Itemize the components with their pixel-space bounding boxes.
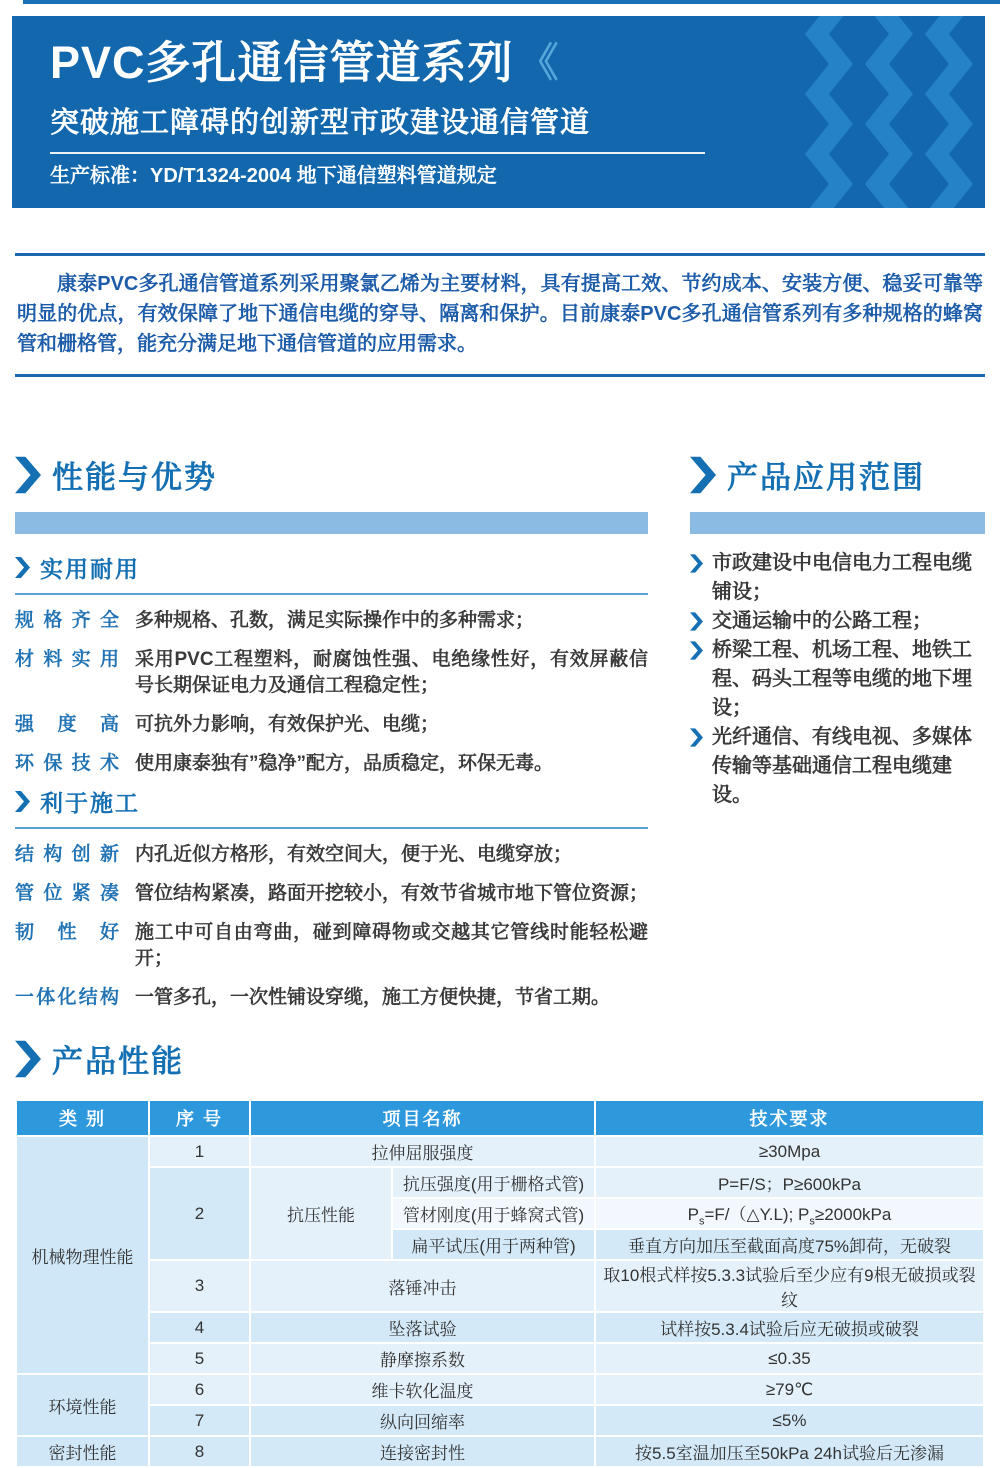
- table-row: [17, 1375, 983, 1404]
- feature-text: 使用康泰独有”稳净”配方，品质稳定，环保无毒。: [135, 753, 554, 774]
- section-title: 性能与优势: [52, 460, 217, 495]
- feature-label: 管位紧凑: [15, 883, 119, 904]
- feature-row: [15, 881, 648, 907]
- no-cell: 7: [150, 1406, 249, 1435]
- table-row: [17, 1168, 983, 1197]
- list-item: [690, 723, 985, 810]
- feature-label: 材料实用: [15, 649, 119, 670]
- list-item-text: 市政建设中电信电力工程电缆铺设；: [712, 552, 972, 603]
- item-cell: 静摩擦系数: [251, 1344, 594, 1373]
- no-cell: 4: [150, 1313, 249, 1342]
- requirement-cell: P=F/S；P≥600kPa: [596, 1168, 983, 1197]
- subsection-heading: [15, 551, 648, 584]
- table-row: [17, 1261, 983, 1311]
- table-row: [17, 1313, 983, 1342]
- feature-row: [15, 842, 648, 868]
- feature-label: 规格齐全: [15, 610, 119, 631]
- intro-text: 康泰PVC多孔通信管道系列采用聚氯乙烯为主要材料，具有提高工效、节约成本、安装方便、稳妥可靠等明显的优点，有效保障了地下通信电缆的穿导、隔离和保护。目前康泰PVC多孔通信管系列有多种规格的蜂窝管和栅格管，能充分满足地下通信管道的应用需求。: [17, 273, 983, 355]
- feature-label: 强度高: [15, 714, 119, 735]
- feature-row: [15, 751, 648, 777]
- feature-text: 管位结构紧凑，路面开挖较小，有效节省城市地下管位资源；: [135, 883, 649, 904]
- subsection-construction: [15, 785, 648, 1011]
- requirement-cell: ≥79℃: [596, 1375, 983, 1404]
- table-row: [17, 1137, 983, 1166]
- requirement-cell: ≤0.35: [596, 1344, 983, 1373]
- no-cell: 3: [150, 1261, 249, 1311]
- section-title: 产品性能: [52, 1044, 184, 1079]
- list-item: [690, 607, 985, 636]
- requirement-cell: 试样按5.3.4试验后应无破损或破裂: [596, 1313, 983, 1342]
- chevron-bullet-icon: [690, 612, 703, 631]
- subsection-durable: [15, 551, 648, 777]
- requirement-cell: ≤5%: [596, 1406, 983, 1435]
- two-column-area: [15, 452, 985, 1011]
- list-item-text: 光纤通信、有线电视、多媒体传输等基础通信工程电缆建设。: [712, 726, 972, 806]
- category-cell: 机械物理性能: [17, 1137, 148, 1373]
- no-cell: 2: [150, 1168, 249, 1259]
- subsection-title: 实用耐用: [40, 556, 140, 582]
- category-cell: 密封性能: [17, 1437, 148, 1466]
- sub-item-cell: 管材刚度(用于蜂窝式管): [393, 1199, 594, 1228]
- no-cell: 6: [150, 1375, 249, 1404]
- requirement-cell: 按5.5室温加压至50kPa 24h试验后无渗漏: [596, 1437, 983, 1466]
- application-column: [690, 452, 985, 1011]
- table-row: [17, 1344, 983, 1373]
- application-section-heading: [690, 452, 985, 497]
- section-accent-bar: [15, 512, 648, 534]
- table-row: [17, 1437, 983, 1466]
- subsection-heading: [15, 785, 648, 818]
- subsection-underline: [15, 593, 648, 595]
- spec-table: [15, 1099, 985, 1468]
- no-cell: 5: [150, 1344, 249, 1373]
- feature-text: 施工中可自由弯曲，碰到障碍物或交越其它管线时能轻松避开；: [135, 922, 648, 969]
- subsection-title: 利于施工: [40, 790, 140, 816]
- top-accent-strip: [23, 0, 1000, 4]
- item-cell: 连接密封性: [251, 1437, 594, 1466]
- chevron-bullet-icon: [690, 728, 703, 747]
- feature-label: 结构创新: [15, 844, 119, 865]
- sub-item-cell: 抗压强度(用于栅格式管): [393, 1168, 594, 1197]
- table-row: [17, 1406, 983, 1435]
- feature-text: 可抗外力影响，有效保护光、电缆；: [135, 714, 440, 735]
- list-item-text: 桥梁工程、机场工程、地铁工程、码头工程等电缆的地下埋设；: [712, 639, 972, 719]
- chevron-icon: [15, 1040, 41, 1078]
- item-cell: 坠落试验: [251, 1313, 594, 1342]
- category-cell: 环境性能: [17, 1375, 148, 1435]
- list-item-text: 交通运输中的公路工程；: [712, 610, 932, 632]
- chevron-icon: [690, 456, 716, 494]
- col-header-requirement: 技术要求: [596, 1101, 983, 1135]
- feature-label: 一体化结构: [15, 987, 119, 1008]
- chevron-bullet-icon: [690, 554, 703, 573]
- feature-row: [15, 608, 648, 634]
- feature-text: 一管多孔，一次性铺设穿缆，施工方便快捷，节省工期。: [135, 987, 611, 1008]
- feature-text: 内孔近似方格形，有效空间大，便于光、电缆穿放；: [135, 844, 573, 865]
- application-list: [690, 549, 985, 810]
- header-banner: [12, 16, 985, 208]
- table-header-row: [17, 1101, 983, 1135]
- product-performance-section: [15, 1036, 985, 1468]
- page-title: PVC多孔通信管道系列: [50, 37, 514, 88]
- intro-section: [15, 253, 985, 377]
- chevron-icon: [15, 556, 30, 579]
- subsection-underline: [15, 827, 648, 829]
- no-cell: 1: [150, 1137, 249, 1166]
- feature-row: [15, 985, 648, 1011]
- page-subtitle: 突破施工障碍的创新型市政建设通信管道: [50, 107, 591, 139]
- chevron-icon: [15, 790, 30, 813]
- feature-label: 韧性好: [15, 922, 119, 943]
- feature-text: 采用PVC工程塑料，耐腐蚀性强、电绝缘性好，有效屏蔽信号长期保证电力及通信工程稳定性；: [135, 649, 648, 696]
- product-performance-heading: [15, 1036, 985, 1081]
- banner-divider: [50, 152, 705, 154]
- feature-row: [15, 920, 648, 972]
- col-header-no: 序 号: [150, 1101, 249, 1135]
- requirement-cell: 垂直方向加压至截面高度75%卸荷，无破裂: [596, 1230, 983, 1259]
- item-cell: 落锤冲击: [251, 1261, 594, 1311]
- sub-item-cell: 扁平试压(用于两种管): [393, 1230, 594, 1259]
- item-cell: 维卡软化温度: [251, 1375, 594, 1404]
- item-cell: 抗压性能: [251, 1168, 391, 1259]
- item-cell: 纵向回缩率: [251, 1406, 594, 1435]
- title-angle-quote-mark: 《: [518, 41, 559, 85]
- section-accent-bar: [690, 512, 985, 534]
- chevron-icon: [15, 456, 41, 494]
- feature-row: [15, 712, 648, 738]
- feature-label: 环保技术: [15, 753, 119, 774]
- requirement-cell: 取10根式样按5.3.3试验后至少应有9根无破损或裂纹: [596, 1261, 983, 1311]
- performance-column: [15, 452, 648, 1011]
- performance-section-heading: [15, 452, 648, 497]
- item-cell: 拉伸屈服强度: [251, 1137, 594, 1166]
- feature-text: 多种规格、孔数，满足实际操作中的多种需求；: [135, 610, 535, 631]
- section-title: 产品应用范围: [727, 460, 925, 495]
- banner-title-row: [50, 37, 985, 97]
- requirement-cell: ≥30Mpa: [596, 1137, 983, 1166]
- no-cell: 8: [150, 1437, 249, 1466]
- requirement-cell: $P_s=F/(\triangle Y.L)$; $P_s\ge 2000kPa$: [596, 1199, 983, 1228]
- col-header-item: 项目名称: [251, 1101, 594, 1135]
- col-header-category: 类 别: [17, 1101, 148, 1135]
- feature-row: [15, 647, 648, 699]
- production-standard: 生产标准：YD/T1324-2004 地下通信塑料管道规定: [50, 165, 497, 187]
- chevron-bullet-icon: [690, 641, 703, 660]
- list-item: [690, 549, 985, 607]
- list-item: [690, 636, 985, 723]
